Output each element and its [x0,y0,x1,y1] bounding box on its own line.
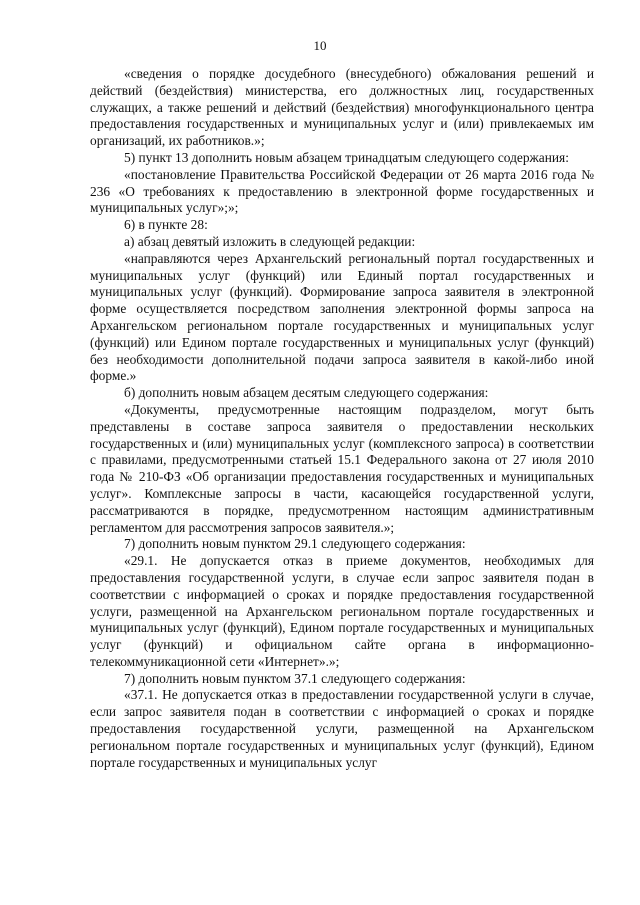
paragraph-item-6a-text: «направляются через Архангельский региональный портал государственных и муниципальных услуг (функций) или Единый портал государственных и муниципальных услуг (функций). Формирование запроса заявителя в электронной форме осуществляется посредством заполнения электронной формы запроса на Архангельском региональном портале государственных и муниципальных услуг (функций) или Едином портале государственных и муниципальных услуг (функций) без необходимости дополнительной подачи запроса заявителя в какой-либо иной форме.» [90,250,594,384]
document-body [90,66,594,771]
paragraph-item-5-text: «постановление Правительства Российской Федерации от 26 марта 2016 года № 236 «О требованиях к предоставлению в электронной форме государственных и муниципальных услуг»;»; [90,166,594,216]
paragraph-item-6b: б) дополнить новым абзацем десятым следующего содержания: [124,385,489,401]
paragraph-item-29-1-text: «29.1. Не допускается отказ в приеме документов, необходимых для предоставления государственной услуги, в случае если запрос заявителя подан в соответствии с информацией о сроках и порядке предоставления государственной услуги, размещенной на Архангельском региональном портале государственных и муниципальных услуг (функций), Едином портале государственных и муниципальных услуг (функций) и официальном сайте органа в информационно-телекоммуникационной сети «Интернет».»; [90,553,594,669]
paragraph-item-6: 6) в пункте 28: [124,217,208,233]
page-number: 10 [313,38,327,53]
paragraph-item-5: 5) пункт 13 дополнить новым абзацем тринадцатым следующего содержания: [124,149,569,165]
paragraph-item-7-29-1: 7) дополнить новым пунктом 29.1 следующего содержания: [124,536,466,552]
paragraph-item-37-1-text: «37.1. Не допускается отказ в предоставлении государственной услуги в случае, если запрос заявителя подан в соответствии с информацией о сроках и порядке предоставления государственной услуги, размещенной на Архангельском региональном портале государственных и муниципальных услуг (функций), Едином портале государственных и муниципальных услуг [90,687,594,770]
paragraph-item-7-37-1: 7) дополнить новым пунктом 37.1 следующего содержания: [124,670,466,686]
paragraph-item-6a: а) абзац девятый изложить в следующей редакции: [124,233,416,249]
paragraph-appeal-info: «сведения о порядке досудебного (внесудебного) обжалования решений и действий (бездействия) министерства, его должностных лиц, государственных служащих, а также решений и действий (бездействия) многофункционального центра предоставления государственных и муниципальных услуг и (или) привлекаемых им организаций, их работников.»; [90,66,594,149]
paragraph-item-6b-text: «Документы, предусмотренные настоящим подразделом, могут быть представлены в составе запроса заявителя о предоставлении нескольких государственных и (или) муниципальных услуг (комплексного запроса) в соответствии с правилами, предусмотренными статьей 15.1 Федерального закона от 27 июля 2010 года № 210-ФЗ «Об организации предоставления государственных и муниципальных услуг». Комплексные запросы в части, касающейся государственной услуги, рассматриваются в порядке, предусмотренном настоящим административным регламентом для рассмотрения запросов заявителя.»; [90,401,594,535]
